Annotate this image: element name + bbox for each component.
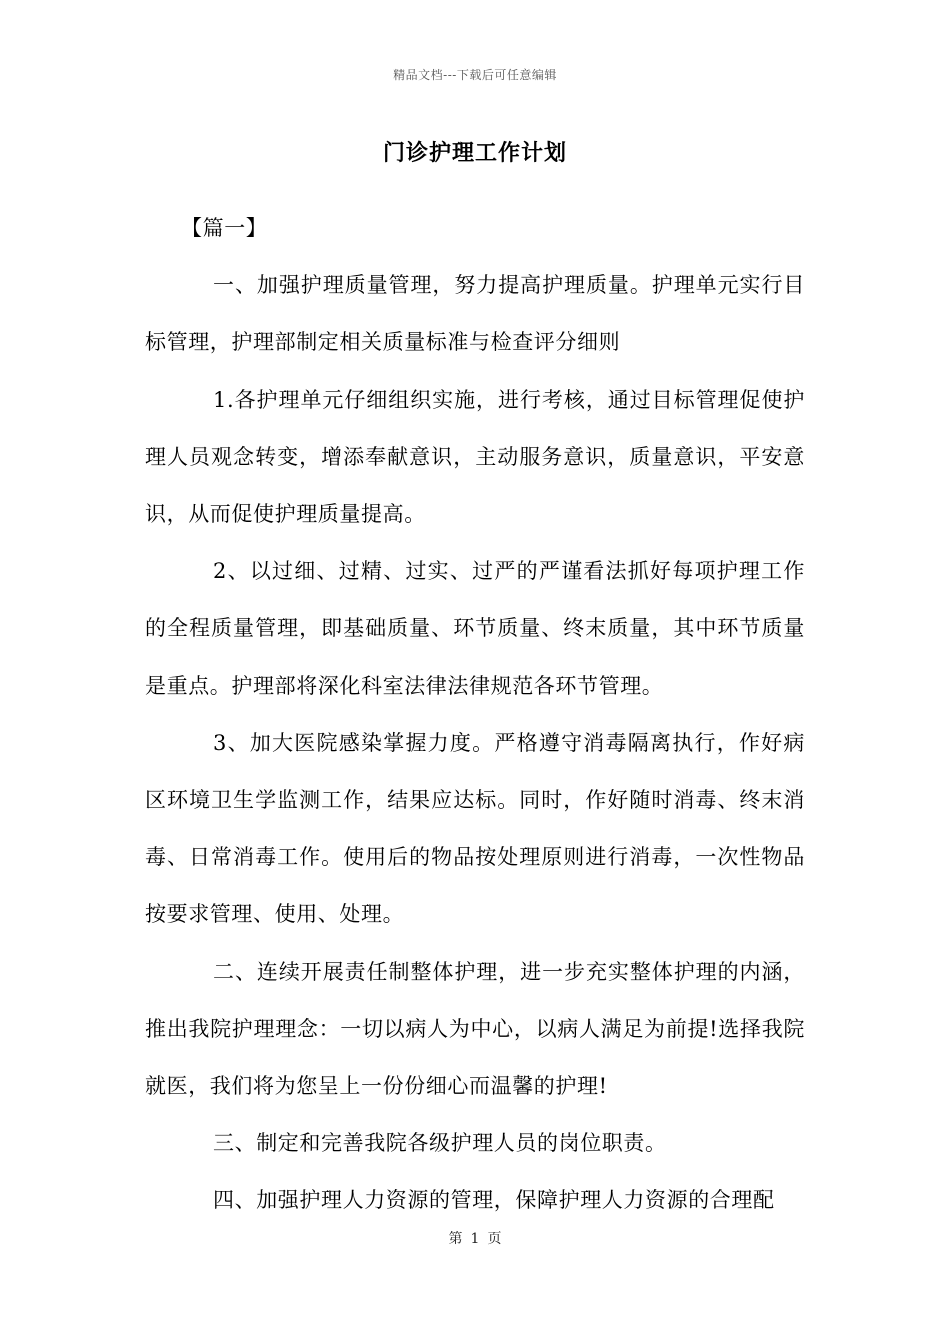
paragraph-3: 2、以过细、过精、过实、过严的严谨看法抓好每项护理工作的全程质量管理，即基础质量、环节质量、终末质量，其中环节质量是重点。护理部将深化科室法律法律规范各环节管理。 (145, 559, 805, 698)
paragraph-2: 1.各护理单元仔细组织实施，进行考核，通过目标管理促使护理人员观念转变，增添奉献意识，主动服务意识，质量意识，平安意识，从而促使护理质量提高。 (145, 387, 805, 527)
document-body (145, 200, 805, 1230)
paragraph-7: 四、加强护理人力资源的管理，保障护理人力资源的合理配 (213, 1188, 775, 1213)
document-title: 门诊护理工作计划 (382, 140, 567, 166)
page-number-footer (0, 1228, 950, 1248)
paragraph-5: 二、连续开展责任制整体护理，进一步充实整体护理的内涵，推出我院护理理念：一切以病人为中心，以病人满足为前提!选择我院就医，我们将为您呈上一份份细心而温馨的护理! (145, 959, 805, 1099)
page-number: 1 (470, 1231, 480, 1247)
section-label: 【篇一】 (181, 216, 268, 240)
paragraph-6: 三、制定和完善我院各级护理人员的岗位职责。 (213, 1131, 667, 1156)
paragraph-1: 一、加强护理质量管理，努力提高护理质量。护理单元实行目标管理，护理部制定相关质量标准与检查评分细则 (145, 273, 805, 355)
page-prefix: 第 (448, 1231, 463, 1247)
header-note: 精品文档---下载后可任意编辑 (393, 68, 557, 82)
paragraph-4: 3、加大医院感染掌握力度。严格遵守消毒隔离执行，作好病区环境卫生学监测工作，结果应达标。同时，作好随时消毒、终末消毒、日常消毒工作。使用后的物品按处理原则进行消毒，一次性物品按要求管理、使用、处理。 (145, 730, 805, 927)
page-suffix: 页 (487, 1231, 502, 1247)
